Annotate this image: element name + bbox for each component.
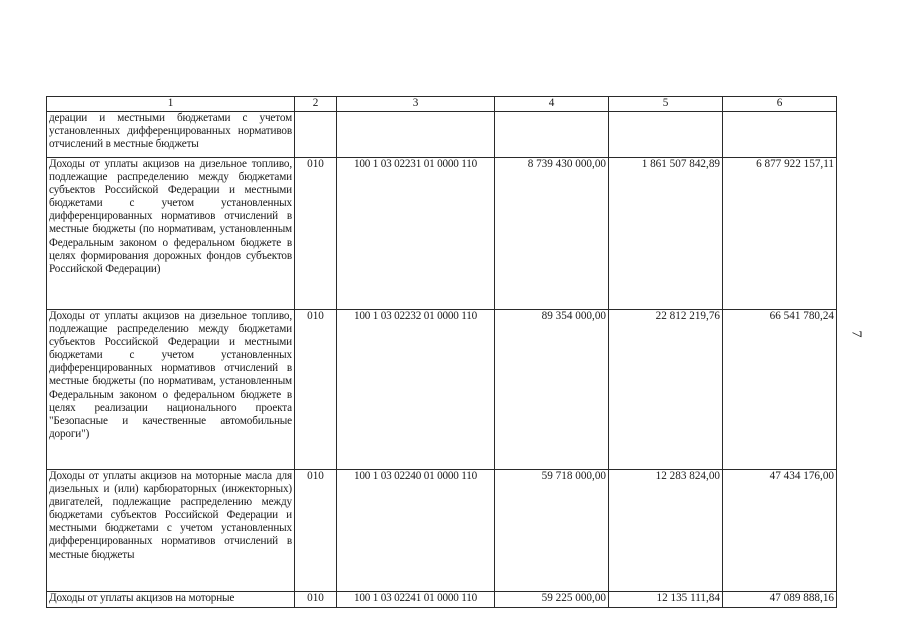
table-row [47,592,837,608]
row-budget-classification-code [337,112,495,158]
row-amount-approved [495,112,609,158]
row-description: дерации и местными бюджетами с учетом установленных дифференцированных нормативов отчислений в местные бюджеты [47,112,295,158]
row-amount-executed: 22 812 219,76 [609,310,723,470]
column-header: 5 [609,97,723,112]
row-description: Доходы от уплаты акцизов на моторные масла для дизельных и (или) карбюраторных (инжекторных) двигателей, подлежащие распределению между бюджетами субъектов Российской Федерации и местными бюджетами с учетом установленных дифференцированных нормативов отчислений в местные бюджеты [47,470,295,592]
table-row [47,310,837,470]
row-amount-executed [609,112,723,158]
row-budget-classification-code: 100 1 03 02240 01 0000 110 [337,470,495,592]
row-description: Доходы от уплаты акцизов на дизельное топливо, подлежащие распределению между бюджетами субъектов Российской Федерации и местными бюджетами с учетом установленных дифференцированных нормативов отчислений в местные бюджеты (по нормативам, установленным Федеральным законом о федеральном бюджете в целях формирования дорожных фондов субъектов Российской Федерации) [47,158,295,310]
row-amount-approved: 59 718 000,00 [495,470,609,592]
row-amount-approved: 89 354 000,00 [495,310,609,470]
table-header-row [47,97,837,112]
row-description: Доходы от уплаты акцизов на моторные [47,592,295,608]
row-amount-unexecuted: 6 877 922 157,11 [723,158,837,310]
row-amount-executed: 12 135 111,84 [609,592,723,608]
row-amount-unexecuted: 47 434 176,00 [723,470,837,592]
table-row [47,112,837,158]
row-description: Доходы от уплаты акцизов на дизельное топливо, подлежащие распределению между бюджетами субъектов Российской Федерации и местными бюджетами с учетом установленных дифференцированных нормативов отчислений в местные бюджеты (по нормативам, установленным Федеральным законом о федеральном бюджете в целях реализации национального проекта "Безопасные и качественные автомобильные дороги") [47,310,295,470]
page-number: 7 [848,330,864,338]
row-line-code: 010 [295,158,337,310]
column-header: 6 [723,97,837,112]
row-line-code [295,112,337,158]
row-amount-approved: 59 225 000,00 [495,592,609,608]
row-amount-unexecuted [723,112,837,158]
column-header: 4 [495,97,609,112]
budget-table [46,96,837,608]
row-budget-classification-code: 100 1 03 02232 01 0000 110 [337,310,495,470]
row-line-code: 010 [295,592,337,608]
table-row [47,470,837,592]
row-amount-executed: 12 283 824,00 [609,470,723,592]
row-line-code: 010 [295,310,337,470]
row-amount-unexecuted: 47 089 888,16 [723,592,837,608]
row-amount-executed: 1 861 507 842,89 [609,158,723,310]
row-budget-classification-code: 100 1 03 02241 01 0000 110 [337,592,495,608]
column-header: 3 [337,97,495,112]
row-amount-unexecuted: 66 541 780,24 [723,310,837,470]
row-amount-approved: 8 739 430 000,00 [495,158,609,310]
column-header: 1 [47,97,295,112]
table-row [47,158,837,310]
row-line-code: 010 [295,470,337,592]
row-budget-classification-code: 100 1 03 02231 01 0000 110 [337,158,495,310]
column-header: 2 [295,97,337,112]
